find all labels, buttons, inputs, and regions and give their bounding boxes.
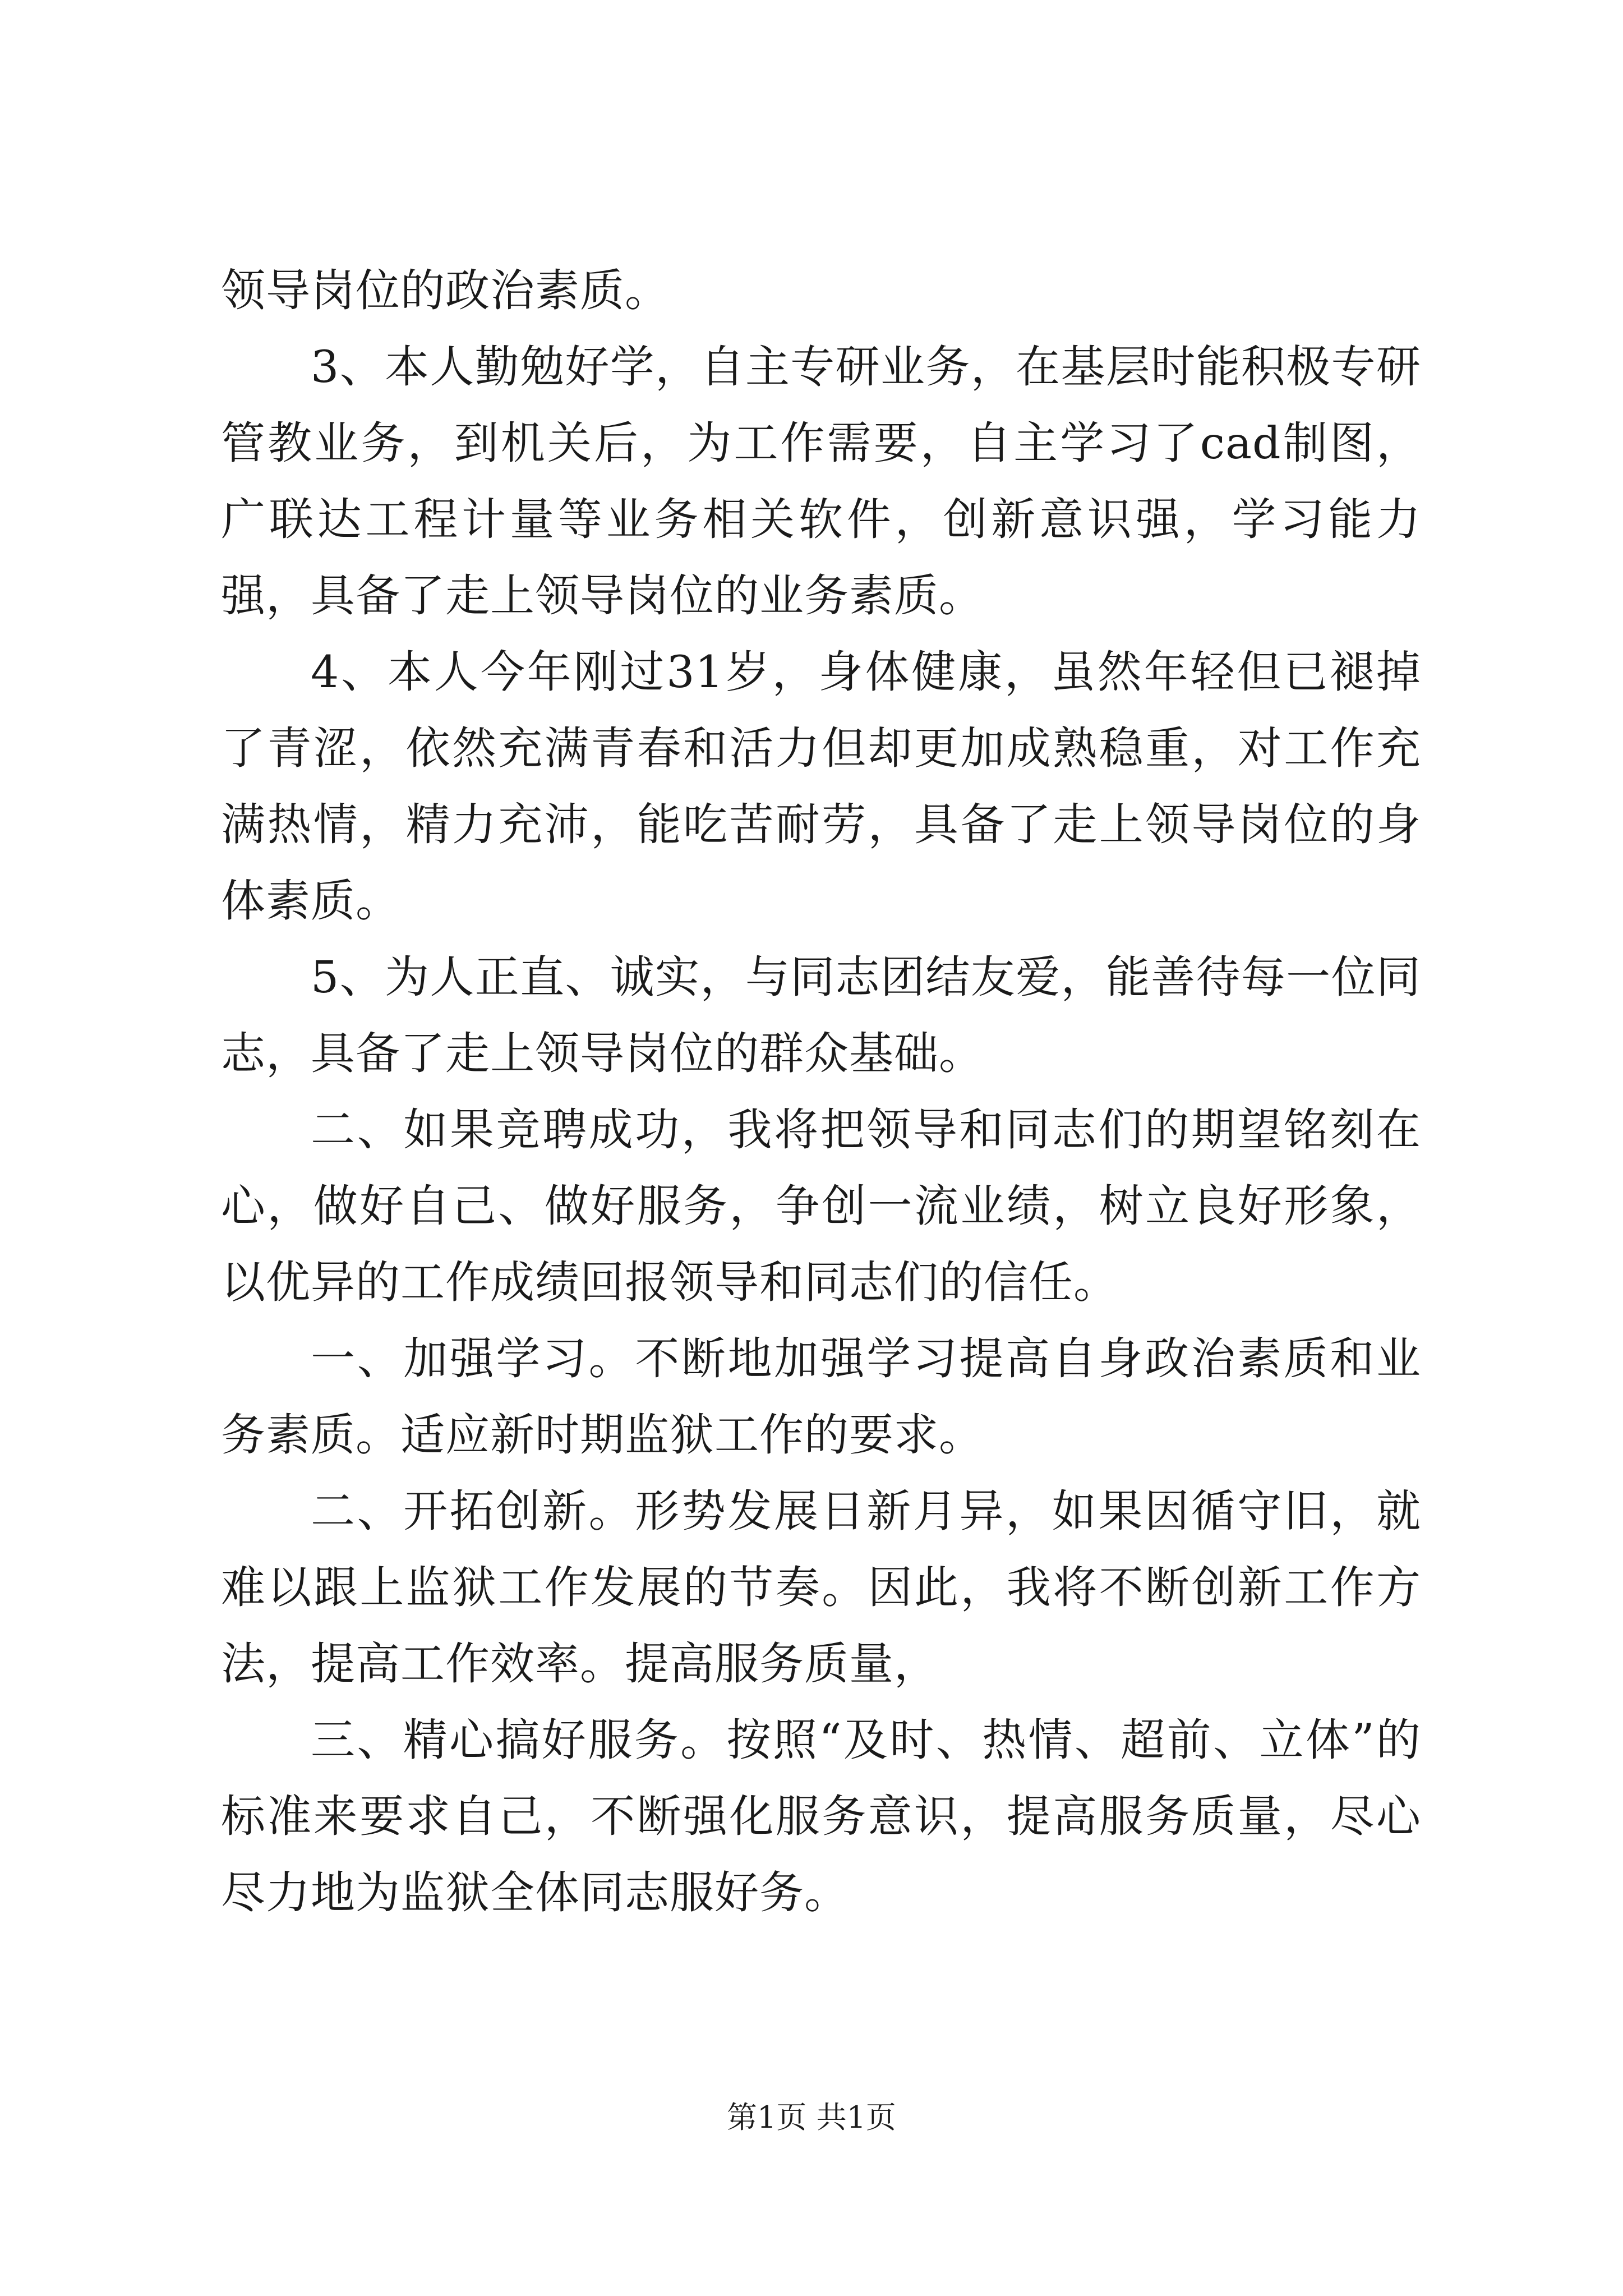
paragraph-continuation: 领导岗位的政治素质。 — [221, 265, 670, 316]
document-body — [221, 252, 1421, 1931]
paragraph-section-two: 二、如果竞聘成功，我将把领导和同志们的期望铭刻在心，做好自己、做好服务，争创一流业绩，树立良好形象，以优异的工作成绩回报领导和同志们的信任。 — [221, 1104, 1421, 1308]
paragraph-item-3: 3、本人勤勉好学，自主专研业务，在基层时能积极专研管教业务，到机关后，为工作需要，自主学习了cad制图，广联达工程计量等业务相关软件，创新意识强，学习能力强，具备了走上领导岗位的业务素质。 — [221, 341, 1421, 622]
paragraph-strengthen-learning: 一、加强学习。不断地加强学习提高自身政治素质和业务素质。适应新时期监狱工作的要求。 — [221, 1333, 1421, 1461]
paragraph-service: 三、精心搞好服务。按照“及时、热情、超前、立体”的标准来要求自己，不断强化服务意识，提高服务质量，尽心尽力地为监狱全体同志服好务。 — [221, 1714, 1421, 1918]
paragraph-item-4: 4、本人今年刚过31岁，身体健康，虽然年轻但已褪掉了青涩，依然充满青春和活力但却更加成熟稳重，对工作充满热情，精力充沛，能吃苦耐劳，具备了走上领导岗位的身体素质。 — [221, 646, 1421, 927]
paragraph-item-5: 5、为人正直、诚实，与同志团结友爱，能善待每一位同志，具备了走上领导岗位的群众基础。 — [221, 951, 1421, 1079]
paragraph-innovation: 二、开拓创新。形势发展日新月异，如果因循守旧，就难以跟上监狱工作发展的节奏。因此，我将不断创新工作方法，提高工作效率。提高服务质量， — [221, 1485, 1421, 1690]
page-footer: 第1页 共1页 — [727, 2100, 896, 2135]
